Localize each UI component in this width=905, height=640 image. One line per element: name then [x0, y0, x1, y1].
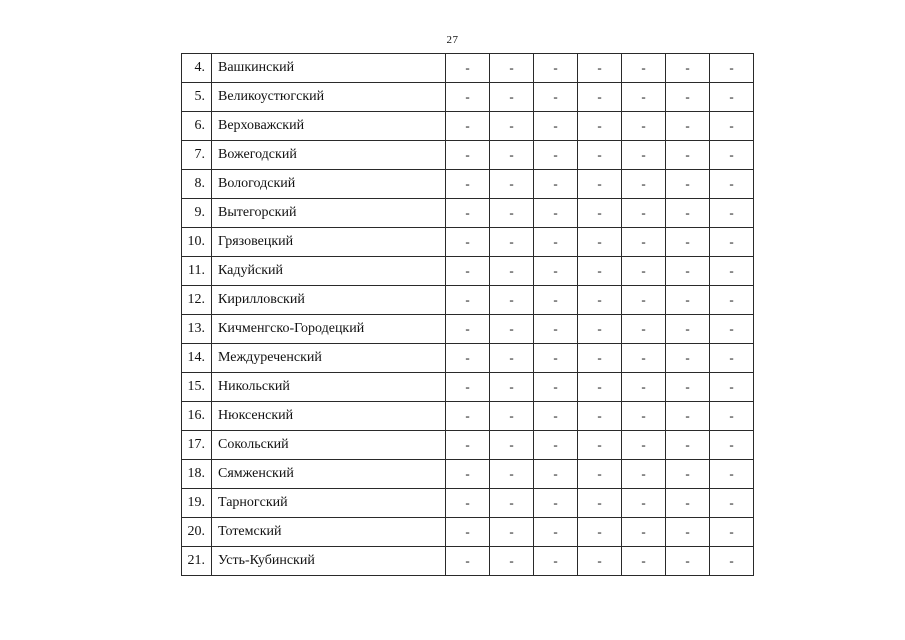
district-name: Вожегодский: [212, 141, 446, 170]
district-table: [181, 53, 754, 576]
value-cell: -: [666, 170, 710, 199]
value-cell: -: [622, 518, 666, 547]
table-row: [182, 402, 754, 431]
value-cell: -: [666, 199, 710, 228]
value-cell: -: [490, 83, 534, 112]
value-cell: -: [622, 286, 666, 315]
table-row: [182, 199, 754, 228]
value-cell: -: [534, 170, 578, 199]
value-cell: -: [622, 199, 666, 228]
value-cell: -: [578, 489, 622, 518]
value-cell: -: [490, 199, 534, 228]
district-name: Верховажский: [212, 112, 446, 141]
district-name: Кирилловский: [212, 286, 446, 315]
district-name: Кичменгско-Городецкий: [212, 315, 446, 344]
value-cell: -: [534, 547, 578, 576]
value-cell: -: [666, 547, 710, 576]
district-name: Усть-Кубинский: [212, 547, 446, 576]
value-cell: -: [578, 257, 622, 286]
district-name: Никольский: [212, 373, 446, 402]
value-cell: -: [490, 402, 534, 431]
value-cell: -: [534, 228, 578, 257]
row-number: 9.: [182, 199, 212, 228]
value-cell: -: [578, 373, 622, 402]
value-cell: -: [534, 431, 578, 460]
value-cell: -: [578, 54, 622, 83]
value-cell: -: [710, 460, 754, 489]
value-cell: -: [622, 112, 666, 141]
row-number: 13.: [182, 315, 212, 344]
value-cell: -: [710, 257, 754, 286]
table-row: [182, 460, 754, 489]
value-cell: -: [622, 344, 666, 373]
value-cell: -: [710, 344, 754, 373]
value-cell: -: [446, 170, 490, 199]
value-cell: -: [666, 315, 710, 344]
value-cell: -: [534, 460, 578, 489]
value-cell: -: [578, 431, 622, 460]
value-cell: -: [578, 286, 622, 315]
row-number: 14.: [182, 344, 212, 373]
value-cell: -: [534, 373, 578, 402]
value-cell: -: [578, 141, 622, 170]
row-number: 15.: [182, 373, 212, 402]
value-cell: -: [622, 83, 666, 112]
table-row: [182, 373, 754, 402]
value-cell: -: [710, 402, 754, 431]
value-cell: -: [446, 460, 490, 489]
value-cell: -: [710, 141, 754, 170]
value-cell: -: [622, 54, 666, 83]
table-row: [182, 344, 754, 373]
value-cell: -: [666, 286, 710, 315]
value-cell: -: [534, 518, 578, 547]
district-name: Грязовецкий: [212, 228, 446, 257]
row-number: 4.: [182, 54, 212, 83]
value-cell: -: [490, 315, 534, 344]
value-cell: -: [490, 170, 534, 199]
value-cell: -: [710, 431, 754, 460]
value-cell: -: [666, 141, 710, 170]
value-cell: -: [490, 431, 534, 460]
district-name: Вытегорский: [212, 199, 446, 228]
row-number: 20.: [182, 518, 212, 547]
value-cell: -: [578, 170, 622, 199]
row-number: 6.: [182, 112, 212, 141]
district-name: Тотемский: [212, 518, 446, 547]
district-name: Вашкинский: [212, 54, 446, 83]
value-cell: -: [446, 431, 490, 460]
value-cell: -: [666, 373, 710, 402]
value-cell: -: [490, 257, 534, 286]
table-row: [182, 228, 754, 257]
table-row: [182, 431, 754, 460]
value-cell: -: [622, 431, 666, 460]
value-cell: -: [446, 518, 490, 547]
table-row: [182, 112, 754, 141]
value-cell: -: [534, 402, 578, 431]
value-cell: -: [446, 54, 490, 83]
value-cell: -: [490, 141, 534, 170]
value-cell: -: [710, 83, 754, 112]
table-row: [182, 286, 754, 315]
district-name: Вологодский: [212, 170, 446, 199]
district-name: Кадуйский: [212, 257, 446, 286]
row-number: 7.: [182, 141, 212, 170]
row-number: 16.: [182, 402, 212, 431]
value-cell: -: [710, 228, 754, 257]
value-cell: -: [490, 54, 534, 83]
value-cell: -: [446, 228, 490, 257]
value-cell: -: [710, 199, 754, 228]
table-row: [182, 141, 754, 170]
value-cell: -: [666, 402, 710, 431]
value-cell: -: [446, 83, 490, 112]
value-cell: -: [490, 518, 534, 547]
value-cell: -: [666, 431, 710, 460]
value-cell: -: [446, 344, 490, 373]
value-cell: -: [666, 257, 710, 286]
value-cell: -: [666, 54, 710, 83]
value-cell: -: [578, 83, 622, 112]
table-row: [182, 518, 754, 547]
value-cell: -: [534, 489, 578, 518]
value-cell: -: [710, 373, 754, 402]
value-cell: -: [534, 257, 578, 286]
value-cell: -: [534, 54, 578, 83]
value-cell: -: [622, 489, 666, 518]
district-name: Тарногский: [212, 489, 446, 518]
value-cell: -: [490, 112, 534, 141]
value-cell: -: [710, 547, 754, 576]
row-number: 10.: [182, 228, 212, 257]
value-cell: -: [534, 286, 578, 315]
value-cell: -: [534, 344, 578, 373]
value-cell: -: [710, 54, 754, 83]
district-name: Нюксенский: [212, 402, 446, 431]
value-cell: -: [710, 518, 754, 547]
value-cell: -: [490, 460, 534, 489]
row-number: 21.: [182, 547, 212, 576]
value-cell: -: [666, 112, 710, 141]
value-cell: -: [446, 373, 490, 402]
value-cell: -: [666, 518, 710, 547]
district-name: Сокольский: [212, 431, 446, 460]
row-number: 5.: [182, 83, 212, 112]
row-number: 8.: [182, 170, 212, 199]
value-cell: -: [578, 315, 622, 344]
value-cell: -: [622, 373, 666, 402]
value-cell: -: [534, 141, 578, 170]
table-row: [182, 547, 754, 576]
value-cell: -: [578, 228, 622, 257]
district-name: Сямженский: [212, 460, 446, 489]
value-cell: -: [622, 141, 666, 170]
value-cell: -: [666, 83, 710, 112]
value-cell: -: [490, 286, 534, 315]
value-cell: -: [446, 199, 490, 228]
value-cell: -: [490, 373, 534, 402]
row-number: 19.: [182, 489, 212, 518]
page-number: 27: [446, 34, 459, 46]
value-cell: -: [534, 83, 578, 112]
row-number: 18.: [182, 460, 212, 489]
value-cell: -: [446, 257, 490, 286]
value-cell: -: [666, 489, 710, 518]
value-cell: -: [666, 460, 710, 489]
row-number: 11.: [182, 257, 212, 286]
value-cell: -: [622, 315, 666, 344]
table-row: [182, 170, 754, 199]
table-row: [182, 315, 754, 344]
value-cell: -: [534, 315, 578, 344]
value-cell: -: [578, 402, 622, 431]
value-cell: -: [710, 489, 754, 518]
value-cell: -: [490, 489, 534, 518]
value-cell: -: [446, 141, 490, 170]
value-cell: -: [622, 228, 666, 257]
value-cell: -: [578, 547, 622, 576]
value-cell: -: [578, 112, 622, 141]
value-cell: -: [622, 257, 666, 286]
table-row: [182, 489, 754, 518]
value-cell: -: [710, 170, 754, 199]
value-cell: -: [622, 547, 666, 576]
value-cell: -: [446, 547, 490, 576]
district-name: Междуреченский: [212, 344, 446, 373]
value-cell: -: [578, 344, 622, 373]
table-body: [182, 54, 754, 576]
district-name: Великоустюгский: [212, 83, 446, 112]
table-row: [182, 83, 754, 112]
value-cell: -: [578, 518, 622, 547]
value-cell: -: [446, 286, 490, 315]
value-cell: -: [578, 199, 622, 228]
value-cell: -: [490, 547, 534, 576]
value-cell: -: [622, 170, 666, 199]
value-cell: -: [710, 112, 754, 141]
value-cell: -: [622, 402, 666, 431]
row-number: 12.: [182, 286, 212, 315]
value-cell: -: [446, 489, 490, 518]
value-cell: -: [446, 315, 490, 344]
value-cell: -: [446, 112, 490, 141]
value-cell: -: [666, 344, 710, 373]
value-cell: -: [622, 460, 666, 489]
value-cell: -: [490, 228, 534, 257]
value-cell: -: [446, 402, 490, 431]
table-row: [182, 54, 754, 83]
value-cell: -: [710, 286, 754, 315]
table-row: [182, 257, 754, 286]
value-cell: -: [534, 199, 578, 228]
value-cell: -: [710, 315, 754, 344]
value-cell: -: [490, 344, 534, 373]
value-cell: -: [578, 460, 622, 489]
value-cell: -: [534, 112, 578, 141]
value-cell: -: [666, 228, 710, 257]
row-number: 17.: [182, 431, 212, 460]
